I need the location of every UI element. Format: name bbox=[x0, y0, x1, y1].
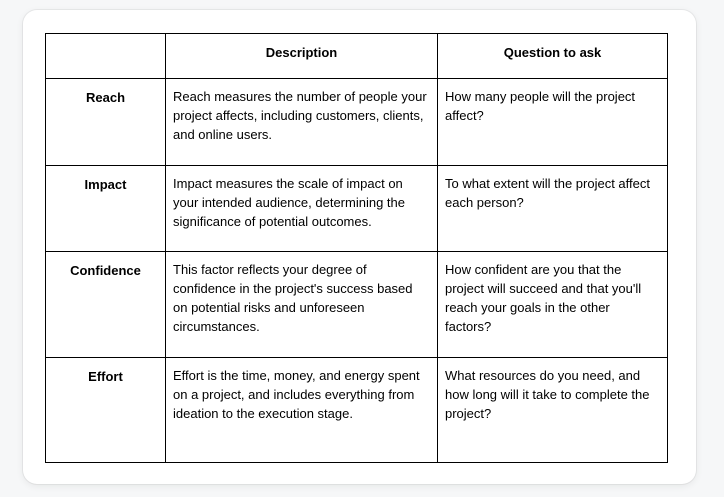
factor-label-impact: Impact bbox=[46, 166, 166, 252]
table-row-effort bbox=[46, 358, 668, 463]
question-impact: To what extent will the project affect each person? bbox=[438, 166, 668, 252]
header-question-to-ask: Question to ask bbox=[438, 34, 668, 79]
table-row-impact bbox=[46, 166, 668, 252]
description-impact: Impact measures the scale of impact on your intended audience, determining the significance of potential outcomes. bbox=[166, 166, 438, 252]
header-description: Description bbox=[166, 34, 438, 79]
table-row-confidence bbox=[46, 252, 668, 358]
header-factor-empty bbox=[46, 34, 166, 79]
rice-factors-table bbox=[45, 33, 668, 463]
table-row-reach bbox=[46, 79, 668, 166]
description-effort: Effort is the time, money, and energy spent on a project, and includes everything from ideation to the execution stage. bbox=[166, 358, 438, 463]
question-confidence: How confident are you that the project will succeed and that you'll reach your goals in the other factors? bbox=[438, 252, 668, 358]
question-effort: What resources do you need, and how long will it take to complete the project? bbox=[438, 358, 668, 463]
factor-label-confidence: Confidence bbox=[46, 252, 166, 358]
description-reach: Reach measures the number of people your project affects, including customers, clients, and online users. bbox=[166, 79, 438, 166]
table-header-row bbox=[46, 34, 668, 79]
document-card bbox=[23, 10, 696, 484]
description-confidence: This factor reflects your degree of confidence in the project's success based on potential risks and unforeseen circumstances. bbox=[166, 252, 438, 358]
factor-label-effort: Effort bbox=[46, 358, 166, 463]
question-reach: How many people will the project affect? bbox=[438, 79, 668, 166]
factor-label-reach: Reach bbox=[46, 79, 166, 166]
